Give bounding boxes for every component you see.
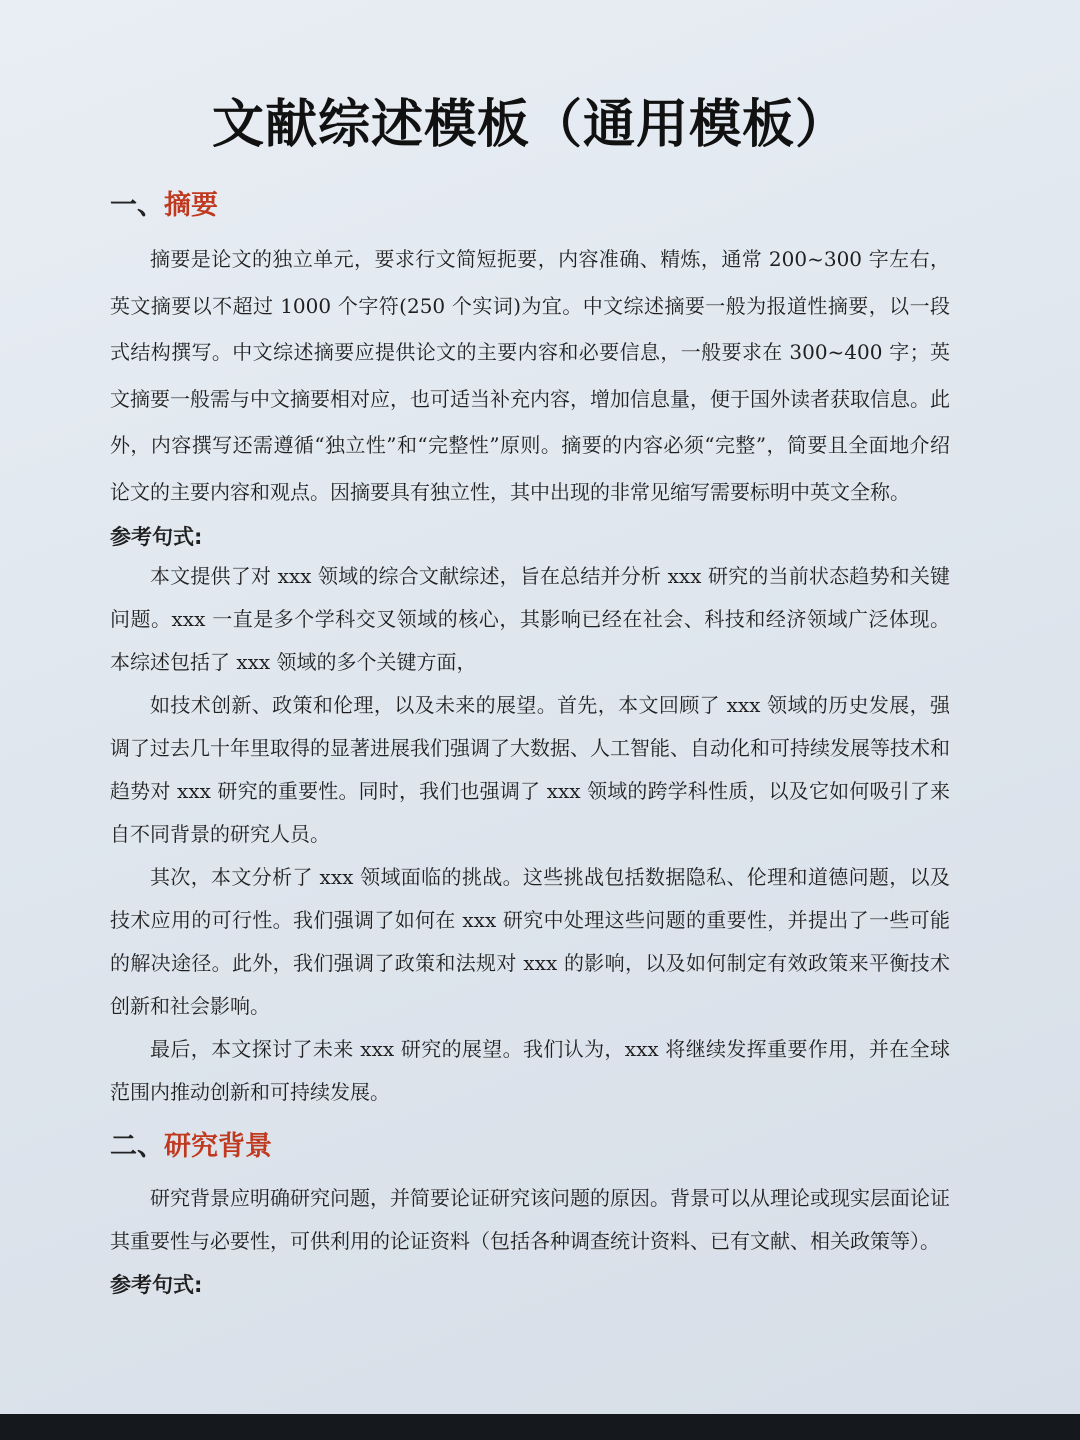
monitor-bezel — [0, 1414, 1080, 1440]
section-number: 一、 — [110, 190, 164, 221]
section-name: 摘要 — [164, 190, 218, 221]
section-name: 研究背景 — [164, 1131, 272, 1162]
example-paragraph: 最后，本文探讨了未来 xxx 研究的展望。我们认为，xxx 将继续发挥重要作用，并在全球范围内推动创新和可持续发展。 — [110, 1037, 950, 1104]
example-paragraph: 如技术创新、政策和伦理，以及未来的展望。首先，本文回顾了 xxx 领域的历史发展，强调了过去几十年里取得的显著进展我们强调了大数据、人工智能、自动化和可持续发展等技术和趋势对 xxx 研究的重要性。同时，我们也强调了 xxx 领域的跨学科性质，以及它如何吸引了来自不同背景的研究人员。 — [110, 693, 950, 846]
example-paragraph: 其次，本文分析了 xxx 领域面临的挑战。这些挑战包括数据隐私、伦理和道德问题，以及技术应用的可行性。我们强调了如何在 xxx 研究中处理这些问题的重要性，并提出了一些可能的解决途径。此外，我们强调了政策和法规对 xxx 的影响，以及如何制定有效政策来平衡技术创新和社会影响。 — [110, 865, 950, 1018]
example-paragraph: 本文提供了对 xxx 领域的综合文献综述，旨在总结并分析 xxx 研究的当前状态趋势和关键问题。xxx 一直是多个学科交叉领域的核心，其影响已经在社会、科技和经济领域广泛体现。本综述包括了 xxx 领域的多个关键方面， — [110, 564, 950, 674]
reference-sentences-label: 参考句式: — [110, 525, 203, 549]
document-title: 文献综述模板（通用模板） — [211, 95, 848, 155]
section-number: 二、 — [110, 1131, 164, 1162]
reference-sentences-label: 参考句式: — [110, 1273, 203, 1297]
document-page — [110, 60, 950, 1410]
background-paragraph: 研究背景应明确研究问题，并简要论证研究该问题的原因。背景可以从理论或现实层面论证其重要性与必要性，可供利用的论证资料（包括各种调查统计资料、已有文献、相关政策等）。 — [110, 1186, 950, 1253]
abstract-paragraph: 摘要是论文的独立单元，要求行文简短扼要，内容准确、精炼，通常 200~300 字左右，英文摘要以不超过 1000 个字符(250 个实词)为宜。中文综述摘要一般为报道性摘要，以一段式结构撰写。中文综述摘要应提供论文的主要内容和必要信息，一般要求在 300~400 字；英文摘要一般需与中文摘要相对应，也可适当补充内容，增加信息量，便于国外读者获取信息。此外，内容撰写还需遵循“独立性”和“完整性”原则。摘要的内容必须“完整”，简要且全面地介绍论文的主要内容和观点。因摘要具有独立性，其中出现的非常见缩写需要标明中英文全称。 — [110, 247, 950, 504]
section-heading-abstract — [110, 183, 950, 222]
section-heading-background — [110, 1124, 950, 1163]
